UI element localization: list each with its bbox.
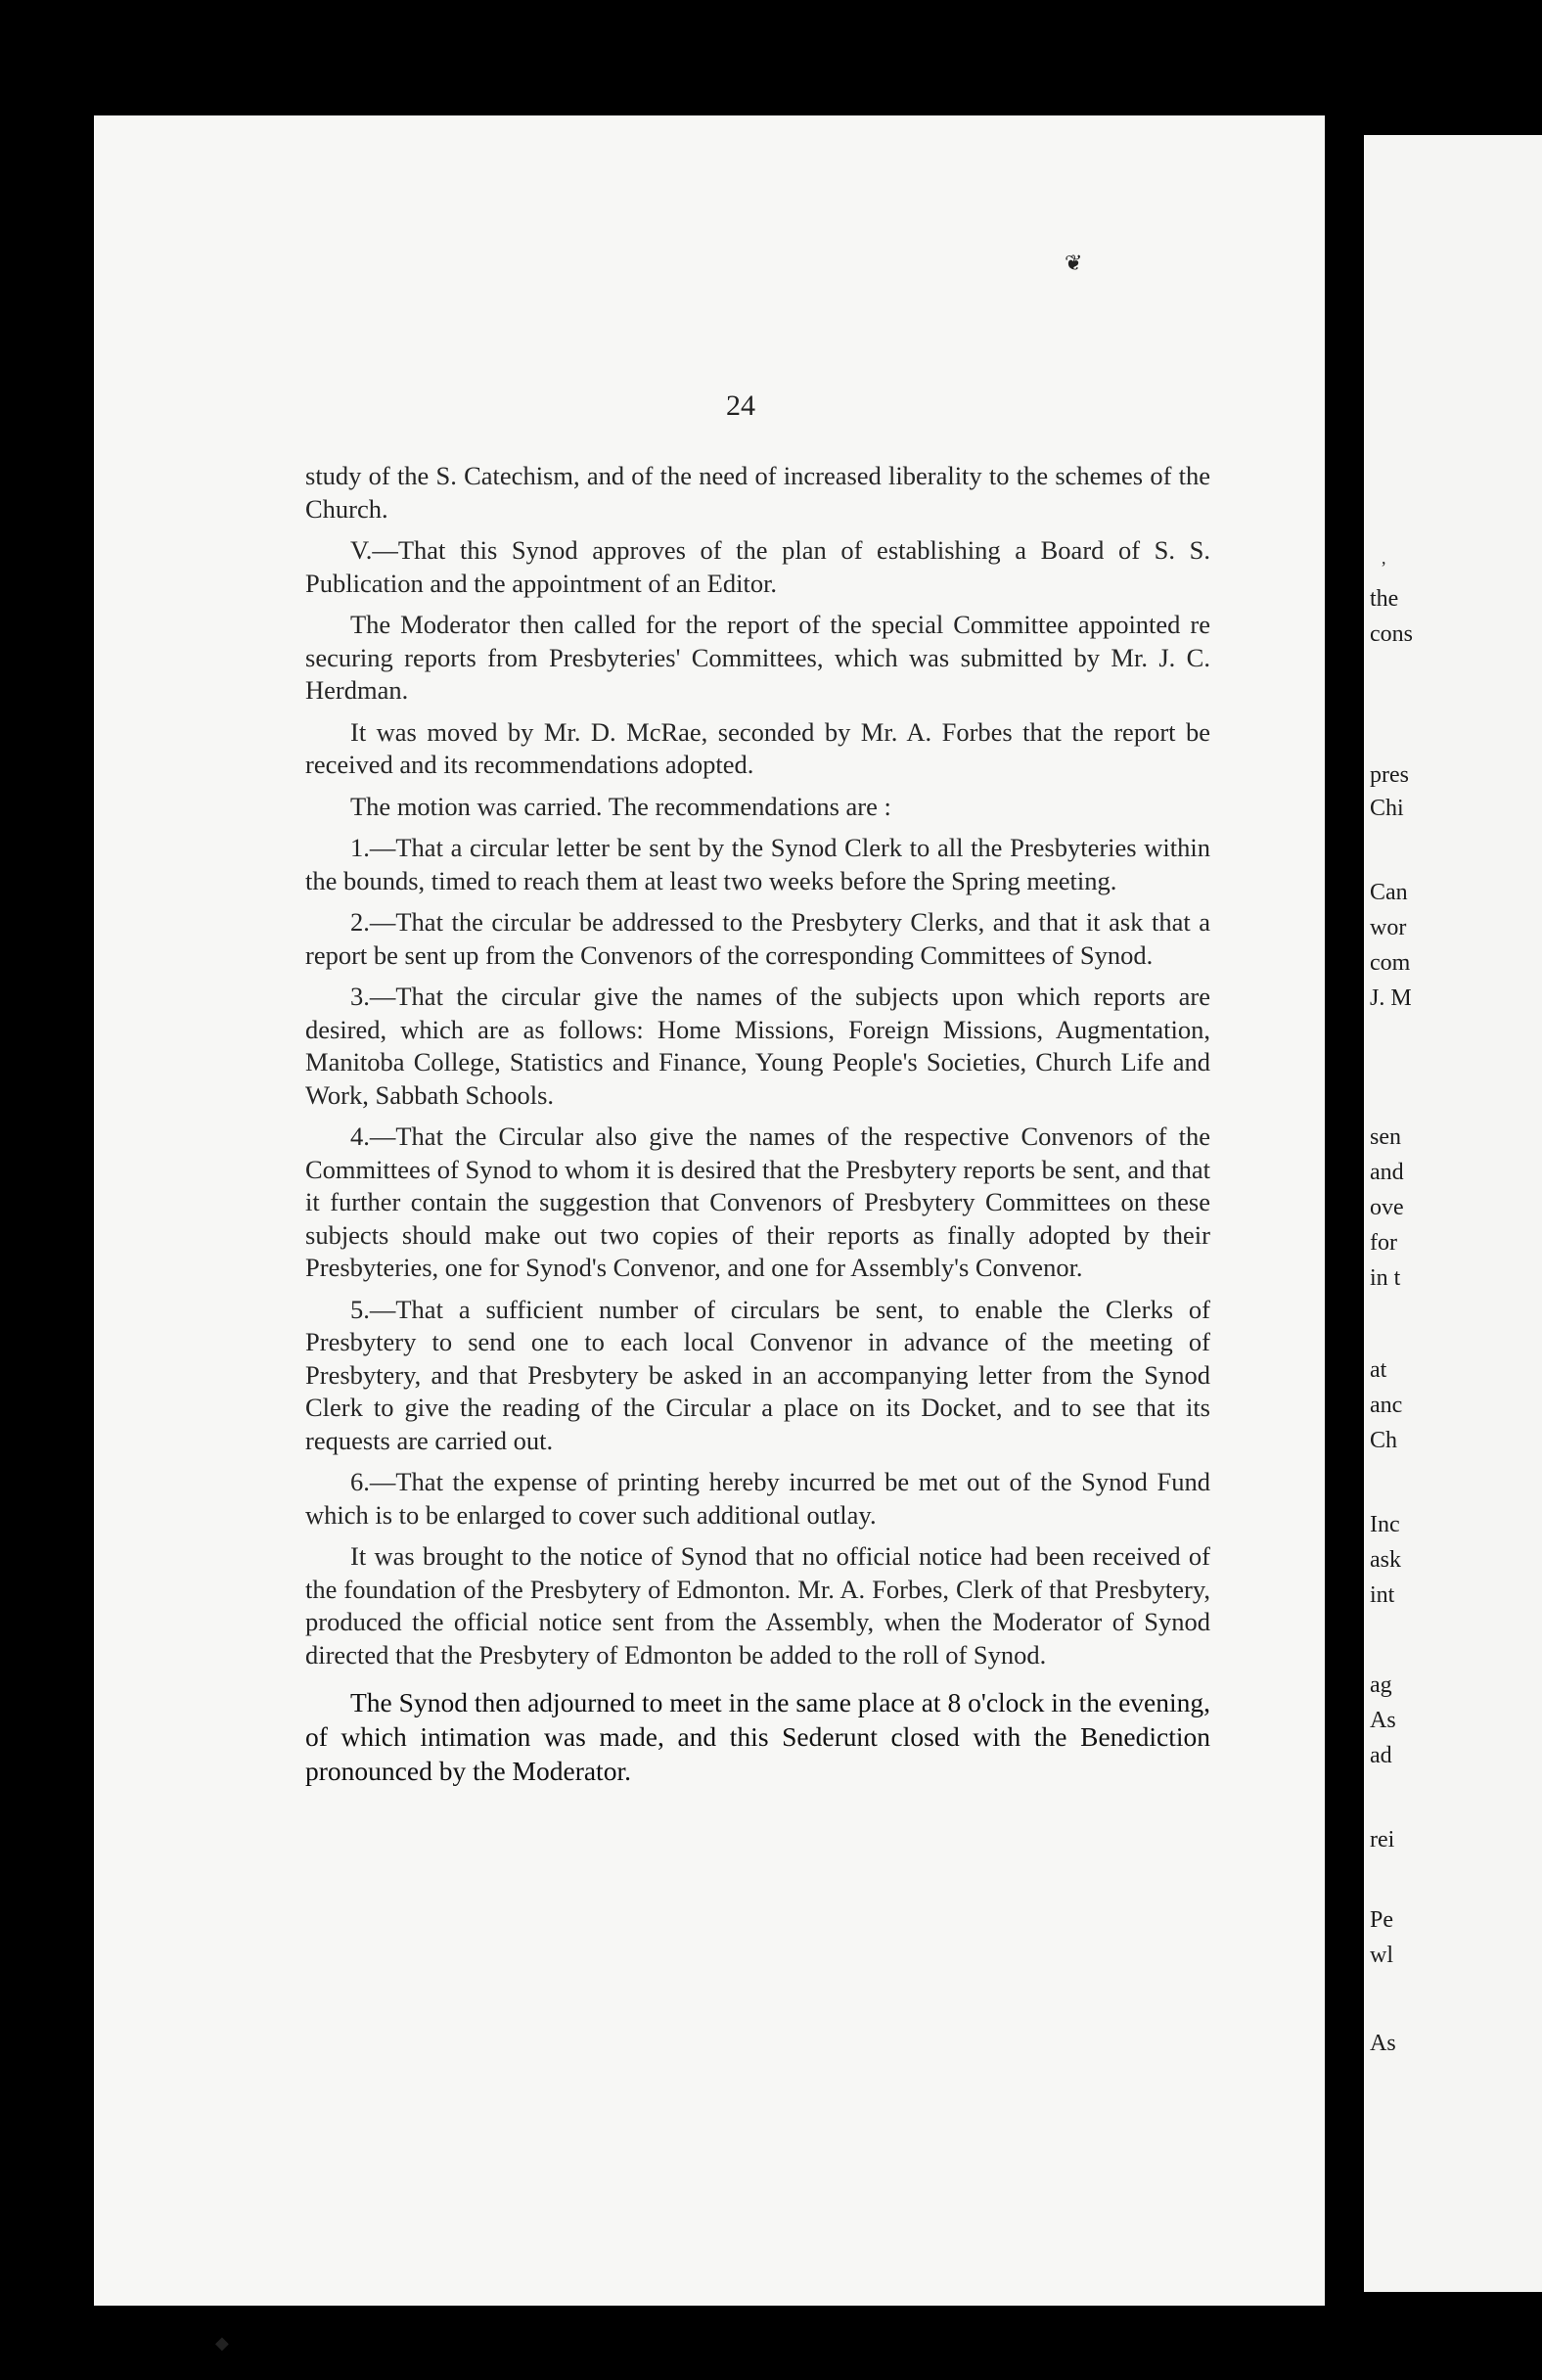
- paragraph-resolution-v: V.—That this Synod approves of the plan of establishing a Board of S. S. Publication and the appointment of an Editor.: [305, 535, 1210, 598]
- page-body: [305, 460, 1210, 1797]
- facing-page-fragment: int: [1370, 1583, 1395, 1607]
- recommendation-6: 6.—That the expense of printing hereby incurred be met out of the Synod Fund which is to be enlarged to cover such additional outlay.: [305, 1467, 1210, 1530]
- facing-page-fragment: rei: [1370, 1828, 1395, 1852]
- facing-page-fragment: com: [1370, 951, 1411, 975]
- facing-page-fragment: Can: [1370, 881, 1408, 904]
- facing-page-fragment: As: [1370, 2032, 1396, 2055]
- facing-page-fragment: cons: [1370, 622, 1413, 646]
- facing-page-fragment: ag: [1370, 1673, 1392, 1697]
- facing-page-fragment: sen: [1370, 1125, 1401, 1149]
- paragraph-edmonton: It was brought to the notice of Synod that no official notice had been received of the foundation of the Presbytery of Edmonton. Mr. A. Forbes, Clerk of that Presbytery, produced the official notice sent from the Assembly, when the Moderator of Synod directed that the Presbytery of Edmonton be added to the roll of Synod.: [305, 1541, 1210, 1670]
- facing-page-fragment: Ch: [1370, 1429, 1398, 1452]
- facing-page-fragment: in t: [1370, 1266, 1401, 1290]
- page-number: 24: [726, 389, 755, 422]
- paragraph-continuation: study of the S. Catechism, and of the need of increased liberality to the schemes of the Church.: [305, 461, 1210, 524]
- facing-page-fragment: J. M: [1370, 986, 1412, 1010]
- facing-page-fragment: Inc: [1370, 1513, 1400, 1536]
- paragraph-motion-carried: The motion was carried. The recommendations are :: [350, 791, 891, 821]
- ink-speck: ,: [1382, 548, 1386, 568]
- facing-page-fragment: wor: [1370, 916, 1407, 939]
- paragraph-moderator-report: The Moderator then called for the report of the special Committee appointed re securing reports from Presbyteries' Committees, which was submitted by Mr. J. C. Herdman.: [305, 610, 1210, 705]
- facing-page-fragment: Pe: [1370, 1908, 1393, 1932]
- facing-page-fragment: the: [1370, 587, 1399, 611]
- paragraph-adjournment: The Synod then adjourned to meet in the same place at 8 o'clock in the evening, of which intimation was made, and this Sederunt closed with the Benediction pronounced by the Moderator.: [305, 1687, 1210, 1786]
- facing-page-fragment: at: [1370, 1358, 1387, 1382]
- facing-page-fragment: As: [1370, 1709, 1396, 1732]
- facing-page-fragment: ask: [1370, 1548, 1401, 1572]
- facing-page-fragment: anc: [1370, 1394, 1403, 1417]
- facing-page-fragment: and: [1370, 1161, 1404, 1184]
- recommendation-2: 2.—That the circular be addressed to the Presbytery Clerks, and that it ask that a report be sent up from the Convenors of the corresponding Committees of Synod.: [305, 907, 1210, 970]
- recommendation-1: 1.—That a circular letter be sent by the Synod Clerk to all the Presbyteries within the bounds, timed to reach them at least two weeks before the Spring meeting.: [305, 833, 1210, 895]
- paragraph-motion: It was moved by Mr. D. McRae, seconded by Mr. A. Forbes that the report be received and its recommendations adopted.: [305, 716, 1210, 779]
- facing-page-fragment: ad: [1370, 1744, 1392, 1767]
- facing-page-fragment: Chi: [1370, 797, 1404, 820]
- recommendation-3: 3.—That the circular give the names of the subjects upon which reports are desired, which are as follows: Home Missions, Foreign Missions, Augmentation, Manitoba College, Statistics and Finance, Young People's Societies, Church Life and Work, Sabbath Schools.: [305, 982, 1210, 1110]
- recommendation-5: 5.—That a sufficient number of circulars be sent, to enable the Clerks of Presbytery to send one to each local Convenor in advance of the meeting of Presbytery, and that Presbytery be asked in an accompanying letter from the Synod Clerk to give the reading of the Circular a place on its Docket, and to see that its requests are carried out.: [305, 1294, 1210, 1455]
- facing-page-fragment: pres: [1370, 763, 1409, 787]
- ink-speck: ◆: [215, 2333, 229, 2353]
- facing-page-fragment: for: [1370, 1231, 1397, 1255]
- facing-page-fragment: ove: [1370, 1196, 1404, 1219]
- ink-speck: ❦: [1065, 251, 1083, 275]
- facing-page-fragment: wl: [1370, 1944, 1393, 1967]
- recommendation-4: 4.—That the Circular also give the names of the respective Convenors of the Committees of Synod to whom it is desired that the Presbytery reports be sent, and that it further contain the suggestion that Convenors of Presbytery Committees on these subjects should make out two copies of their reports as finally adopted by their Presbyteries, one for Synod's Convenor, and one for Assembly's Convenor.: [305, 1121, 1210, 1282]
